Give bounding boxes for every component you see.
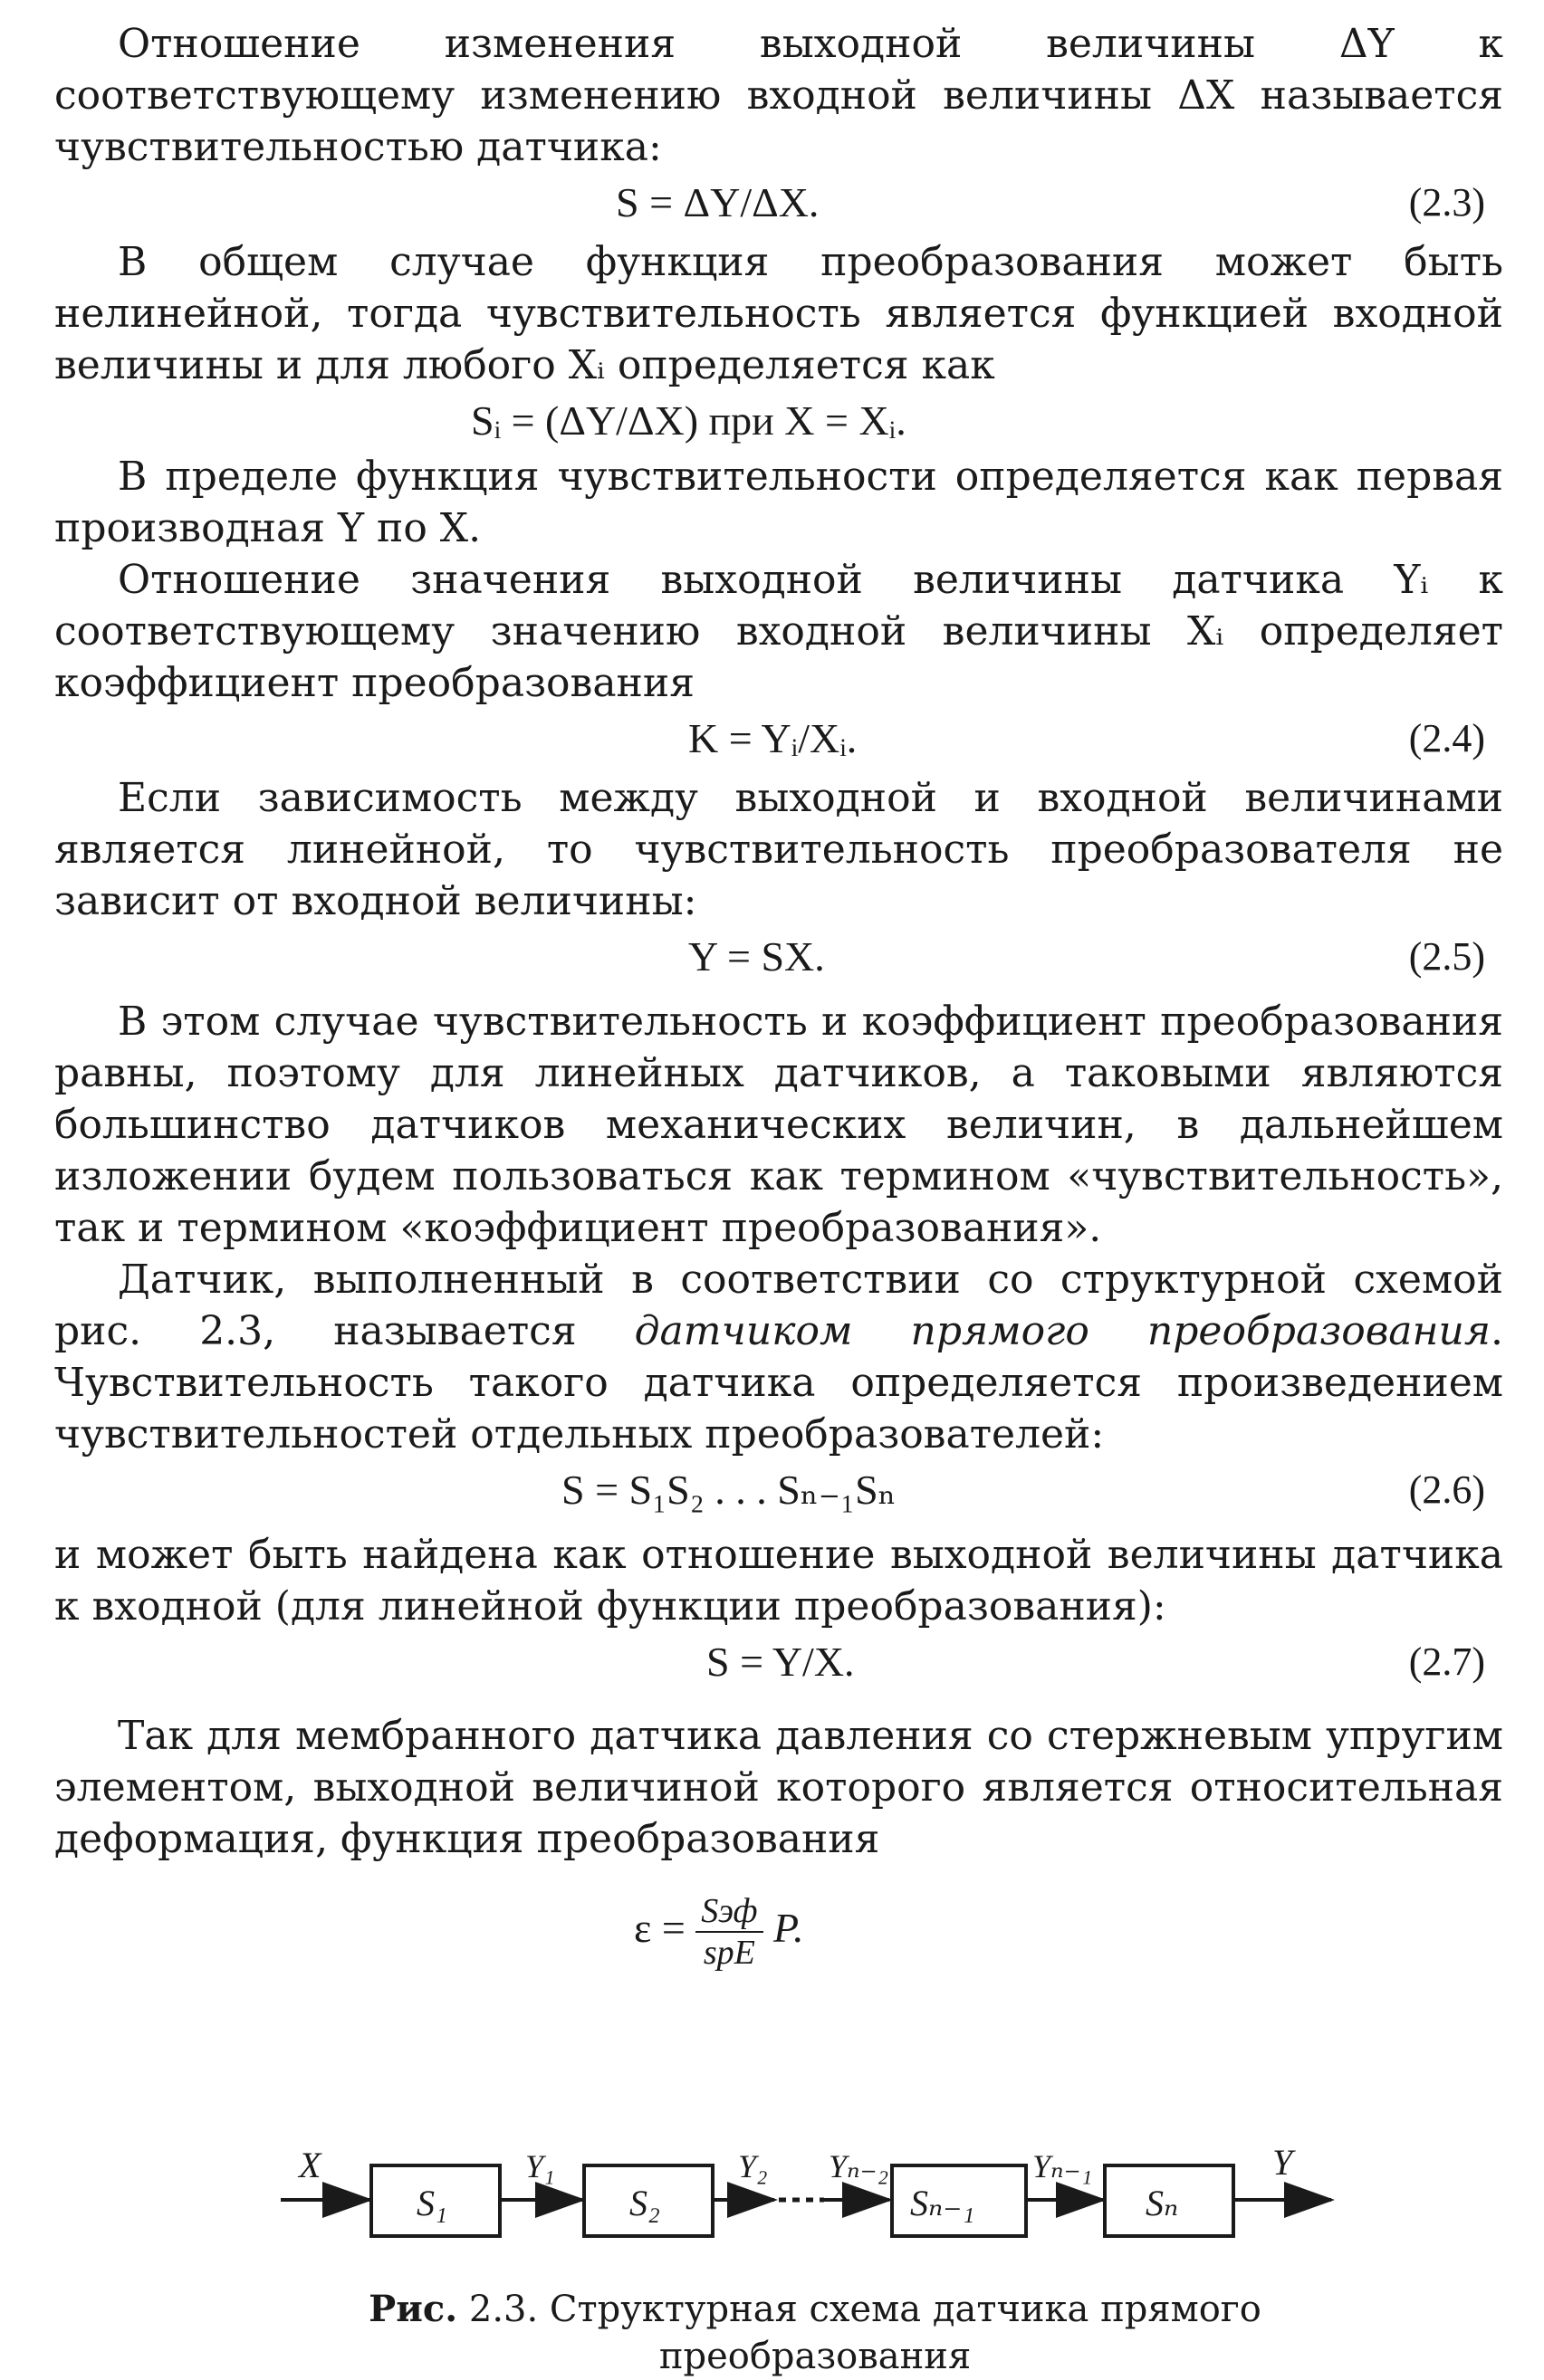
equation-2-4-formula: K = Yᵢ/Xᵢ.: [688, 715, 858, 761]
block-s2-label: S₂: [629, 2183, 660, 2223]
equation-2-3-formula: S = ΔY/ΔX.: [616, 179, 820, 225]
paragraph-linear-sensors: В этом случае чувствительность и коэффициент преобразования равны, поэтому для линейных датчиков, а таковыми являются большинство датчиков механических величин, в дальнейшем изложении будем пользоваться как термином «чувствительность», так и термином «коэффициент преобразования».: [54, 999, 1503, 1251]
direct-conversion-text-b: . Чувствительность такого датчика определяется произведением чувствительностей отдельных преобразователей:: [54, 1308, 1503, 1458]
equation-2-4-number: (2.4): [1408, 716, 1485, 760]
equation-epsilon-rhs: P.: [773, 1905, 804, 1951]
block-sn-1-label: Sₙ₋₁: [910, 2183, 975, 2223]
direct-conversion-term: датчиком прямого преобразования: [634, 1308, 1491, 1354]
equation-2-5: [54, 927, 1503, 987]
block-s1-label: S₁: [417, 2183, 447, 2223]
signal-yn-1-label: Yₙ₋₁: [1032, 2148, 1093, 2184]
paragraph-ratio: и может быть найдена как отношение выходной величины датчика к входной (для линейной функции преобразования):: [54, 1532, 1503, 1630]
equation-epsilon-lhs: ε =: [634, 1905, 686, 1951]
paragraph-membrane-sensor: Так для мембранного датчика давления со стержневым упругим элементом, выходной величиной которого является относительная деформация, функция преобразования: [54, 1713, 1503, 1862]
equation-si: [54, 391, 1503, 451]
equation-epsilon-formula: [634, 1874, 804, 1983]
equation-2-5-number: (2.5): [1408, 934, 1485, 979]
signal-yn-2-label: Yₙ₋₂: [829, 2148, 889, 2184]
figure-caption-label: Рис.: [369, 2288, 458, 2330]
structure-diagram-svg: [281, 2127, 1367, 2263]
paragraph-derivative: В пределе функция чувствительности определяется как первая производная Y по X.: [54, 454, 1503, 551]
paragraph-linear-dependence: Если зависимость между выходной и входной величинами является линейной, то чувствительность преобразователя не зависит от входной величины:: [54, 775, 1503, 924]
figure-caption: [272, 2286, 1358, 2380]
paragraph-conversion-coefficient: Отношение значения выходной величины датчика Yᵢ к соответствующему значению входной величины Xᵢ определяет коэффициент преобразования: [54, 557, 1503, 706]
page-content: [54, 18, 1503, 1983]
equation-2-3-number: (2.3): [1408, 180, 1485, 225]
input-label: X: [299, 2145, 321, 2185]
signal-y1-label: Y₁: [525, 2148, 555, 2184]
equation-si-formula: Sᵢ = (ΔY/ΔX) при X = Xᵢ.: [471, 397, 906, 444]
fraction-numerator: Sэф: [695, 1891, 762, 1933]
equation-2-7: [54, 1632, 1503, 1692]
equation-2-7-number: (2.7): [1408, 1639, 1485, 1684]
figure-caption-text: 2.3. Структурная схема датчика прямого преобразования: [457, 2289, 1261, 2377]
equation-2-6-formula: S = S₁S₂ . . . Sₙ₋₁Sₙ: [561, 1467, 897, 1513]
equation-epsilon: [54, 1874, 1503, 1983]
paragraph-direct-conversion: [54, 1254, 1503, 1460]
equation-2-7-formula: S = Y/X.: [706, 1639, 855, 1685]
equation-2-3: [54, 173, 1503, 233]
fraction-denominator: spE: [703, 1934, 755, 1973]
signal-y2-label: Y₂: [738, 2148, 768, 2184]
output-label: Y: [1272, 2142, 1293, 2183]
paragraph-nonlinear-function: В общем случае функция преобразования может быть нелинейной, тогда чувствительность является функцией входной величины и для любого Xᵢ определяется как: [54, 239, 1503, 388]
equation-2-5-formula: Y = SX.: [688, 933, 825, 980]
equation-2-6-number: (2.6): [1408, 1467, 1485, 1512]
direct-conversion-text-a: Датчик, выполненный в соответствии со структурной схемой рис. 2.3, называется: [54, 1257, 1503, 1354]
equation-2-4: [54, 709, 1503, 769]
equation-2-6: [54, 1460, 1503, 1520]
paragraph-sensitivity-definition: Отношение изменения выходной величины ΔY к соответствующему изменению входной величины ΔX называется чувствительностью датчика:: [54, 21, 1503, 170]
structure-diagram: [281, 2127, 1367, 2263]
block-sn-label: Sₙ: [1146, 2183, 1179, 2223]
equation-epsilon-fraction: [695, 1891, 762, 1973]
